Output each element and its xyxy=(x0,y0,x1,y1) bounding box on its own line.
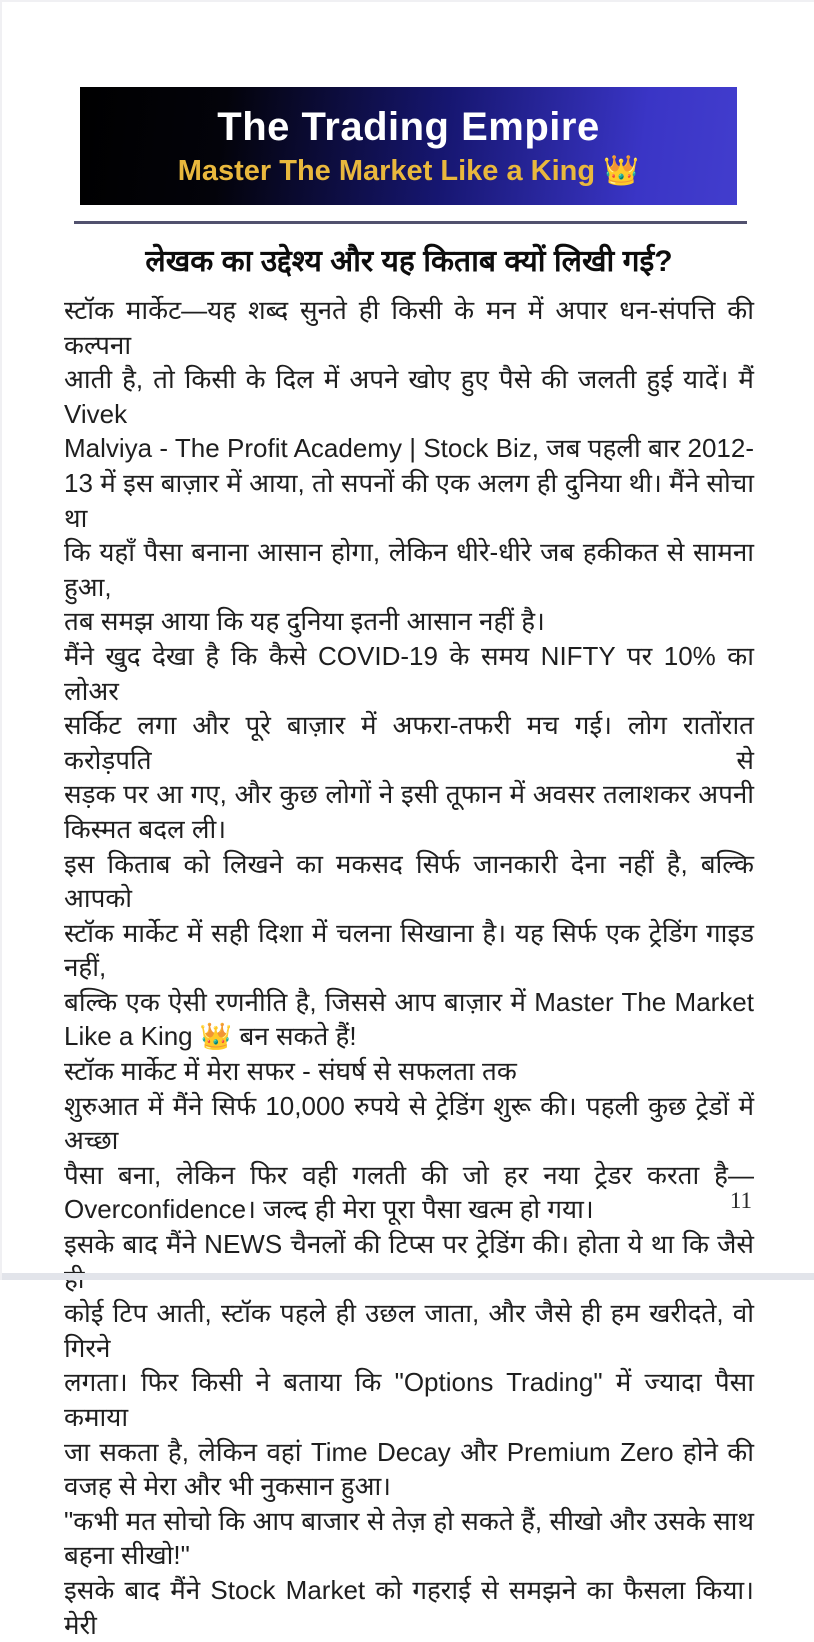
text-line: वजह से मेरा और भी नुकसान हुआ। xyxy=(64,1471,392,1502)
text-line: कि यहाँ पैसा बनाना आसान होगा, लेकिन धीरे-धीरे जब हकीकत से सामना हुआ, xyxy=(64,537,754,602)
text-line: जा सकता है, लेकिन वहां Time Decay और Premium Zero होने की xyxy=(64,1436,754,1467)
text-line: स्टॉक मार्केट में मेरा सफर - संघर्ष से सफलता तक xyxy=(64,1056,517,1087)
text-line: लगता। फिर किसी ने बताया कि "Options Trading" में ज्यादा पैसा कमाया xyxy=(64,1367,754,1432)
paragraph xyxy=(64,1054,754,1089)
page-number: 11 xyxy=(729,1188,752,1213)
paragraph xyxy=(64,293,754,639)
text-line: Malviya - The Profit Academy | Stock Biz, जब पहली बार 2012- xyxy=(64,433,754,464)
text-line: सर्किट लगा और पूरे बाज़ार में अफरा-तफरी मच गई। लोग रातोंरात करोड़पति से xyxy=(64,710,754,775)
paragraph xyxy=(64,847,754,1055)
paragraph xyxy=(64,1089,754,1227)
paragraph xyxy=(64,639,754,847)
text-line: आती है, तो किसी के दिल में अपने खोए हुए पैसे की जलती हुई यादें। मैं Vivek xyxy=(64,364,754,429)
text-line: शुरुआत में मैंने सिर्फ 10,000 रुपये से ट्रेडिंग शुरू की। पहली कुछ ट्रेडों में अच्छा xyxy=(64,1090,754,1156)
text-line: तब समझ आया कि यह दुनिया इतनी आसान नहीं है। xyxy=(64,606,545,637)
text-line: स्टॉक मार्केट—यह शब्द सुनते ही किसी के मन में अपार धन-संपत्ति की कल्पना xyxy=(64,295,754,360)
text-line: सड़क पर आ गए, और कुछ लोगों ने इसी तूफान में अवसर तलाशकर अपनी xyxy=(64,779,754,810)
page-bottom-edge xyxy=(2,1273,814,1280)
text-line: बल्कि एक ऐसी रणनीति है, जिससे आप बाज़ार में Master The Market xyxy=(64,986,754,1017)
text-line: बहना सीखो!" xyxy=(64,1540,190,1571)
text-line: पैसा बना, लेकिन फिर वही गलती की जो हर नया ट्रेडर करता है— xyxy=(64,1159,754,1190)
chapter-heading: लेखक का उद्देश्य और यह किताब क्यों लिखी गई? xyxy=(145,245,673,278)
text-line: Like a King 👑 बन सकते हैं! xyxy=(64,1021,357,1052)
text-line: इसके बाद मैंने Stock Market को गहराई से समझने का फैसला किया। मेरी xyxy=(64,1574,754,1640)
text-line: 13 में इस बाज़ार में आया, तो सपनों की एक अलग ही दुनिया थी। मैंने सोचा था xyxy=(64,467,754,533)
text-line: इस किताब को लिखने का मकसद सिर्फ जानकारी देना नहीं है, बल्कि आपको xyxy=(64,848,754,914)
paragraph xyxy=(64,1504,754,1573)
text-line: मैंने खुद देखा है कि कैसे COVID-19 के समय NIFTY पर 10% का लोअर xyxy=(64,640,754,706)
paragraph xyxy=(64,1573,754,1642)
text-line: कोई टिप आती, स्टॉक पहले ही उछल जाता, और जैसे ही हम खरीदते, वो गिरने xyxy=(64,1298,754,1363)
paragraph xyxy=(64,1227,754,1504)
banner-subtitle: Master The Market Like a King 👑 xyxy=(177,154,640,187)
book-header-banner xyxy=(80,87,737,205)
text-line: Overconfidence। जल्द ही मेरा पूरा पैसा खत्म हो गया। xyxy=(64,1194,594,1225)
banner-title: The Trading Empire xyxy=(217,104,600,149)
text-line: स्टॉक मार्केट में सही दिशा में चलना सिखाना है। यह सिर्फ एक ट्रेडिंग गाइड नहीं, xyxy=(64,917,754,983)
text-line: "कभी मत सोचो कि आप बाजार से तेज़ हो सकते हैं, सीखो और उसके साथ xyxy=(64,1505,754,1536)
body-text xyxy=(64,293,754,1642)
text-line: किस्मत बदल ली। xyxy=(64,813,227,844)
text-line: इसके बाद मैंने NEWS चैनलों की टिप्स पर ट्रेडिंग की। होता ये था कि जैसे xyxy=(64,1229,754,1260)
header-divider xyxy=(74,221,747,224)
